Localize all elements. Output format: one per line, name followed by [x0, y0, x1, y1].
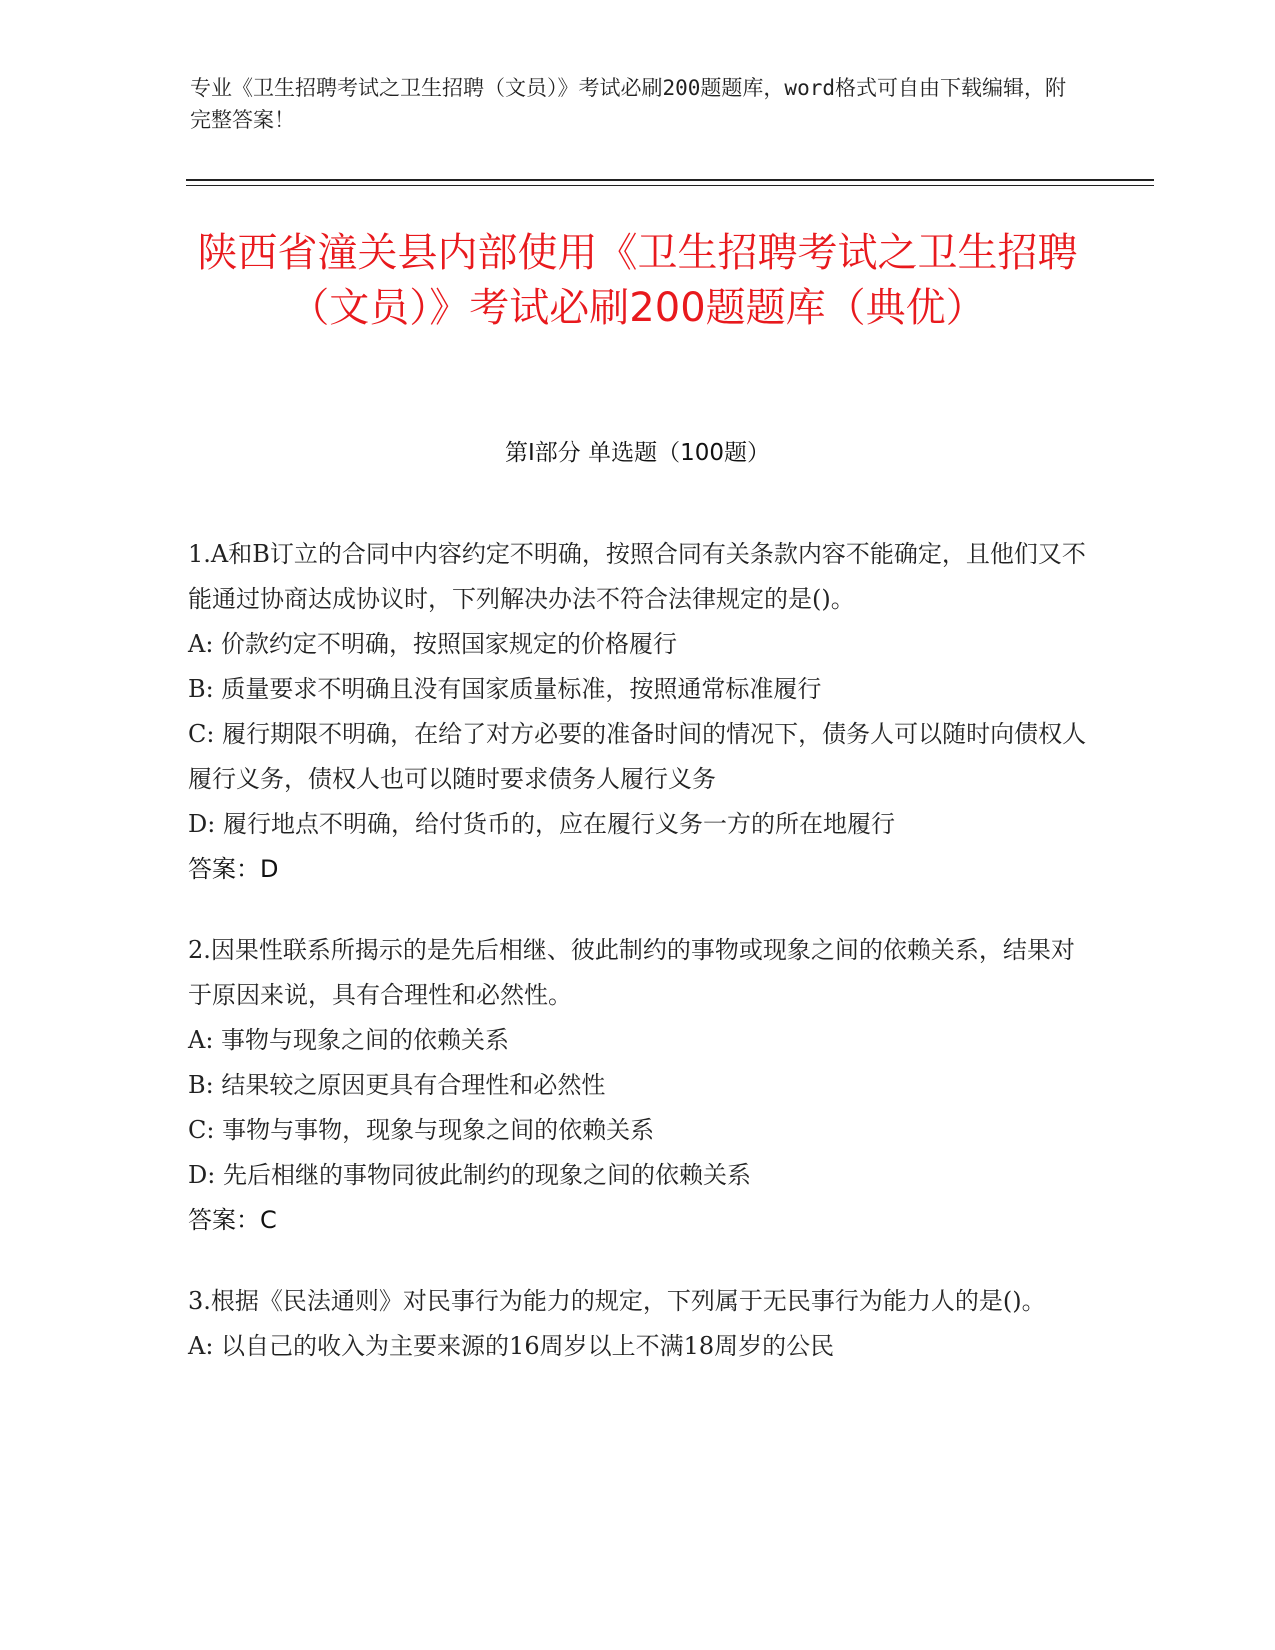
- option-d: D: 履行地点不明确，给付货币的，应在履行义务一方的所在地履行: [188, 810, 895, 838]
- question-1: [188, 532, 1088, 892]
- answer-line: 答案：D: [188, 855, 279, 883]
- section-heading: 第I部分 单选题（100题）: [505, 440, 770, 466]
- header-divider-thin: [186, 185, 1154, 186]
- question-2: [188, 928, 1088, 1243]
- option-a: A: 事物与现象之间的依赖关系: [188, 1026, 510, 1054]
- header-divider-thick: [186, 179, 1154, 181]
- option-a: A: 以自己的收入为主要来源的16周岁以上不满18周岁的公民: [188, 1332, 835, 1360]
- option-b: B: 结果较之原因更具有合理性和必然性: [188, 1071, 606, 1099]
- question-list: [188, 532, 1088, 1405]
- question-3: [188, 1279, 1088, 1369]
- option-c: C: 事物与事物，现象与现象之间的依赖关系: [188, 1116, 655, 1144]
- option-c: C: 履行期限不明确，在给了对方必要的准备时间的情况下，债务人可以随时向债权人履行义务，债权人也可以随时要求债务人履行义务: [188, 720, 1087, 793]
- question-stem: 2.因果性联系所揭示的是先后相继、彼此制约的事物或现象之间的依赖关系，结果对于原因来说，具有合理性和必然性。: [188, 936, 1075, 1009]
- question-stem: 3.根据《民法通则》对民事行为能力的规定，下列属于无民事行为能力人的是()。: [188, 1287, 1046, 1315]
- question-stem: 1.A和B订立的合同中内容约定不明确，按照合同有关条款内容不能确定，且他们又不能通过协商达成协议时，下列解决办法不符合法律规定的是()。: [188, 540, 1086, 613]
- option-b: B: 质量要求不明确且没有国家质量标准，按照通常标准履行: [188, 675, 822, 703]
- option-a: A: 价款约定不明确，按照国家规定的价格履行: [188, 630, 678, 658]
- document-title: 陕西省潼关县内部使用《卫生招聘考试之卫生招聘（文员）》考试必刷200题题库（典优）: [197, 230, 1078, 331]
- option-d: D: 先后相继的事物同彼此制约的现象之间的依赖关系: [188, 1161, 751, 1189]
- answer-line: 答案：C: [188, 1206, 277, 1234]
- header-note: 专业《卫生招聘考试之卫生招聘（文员）》考试必刷200题题库，word格式可自由下载编辑，附完整答案！: [190, 76, 1066, 132]
